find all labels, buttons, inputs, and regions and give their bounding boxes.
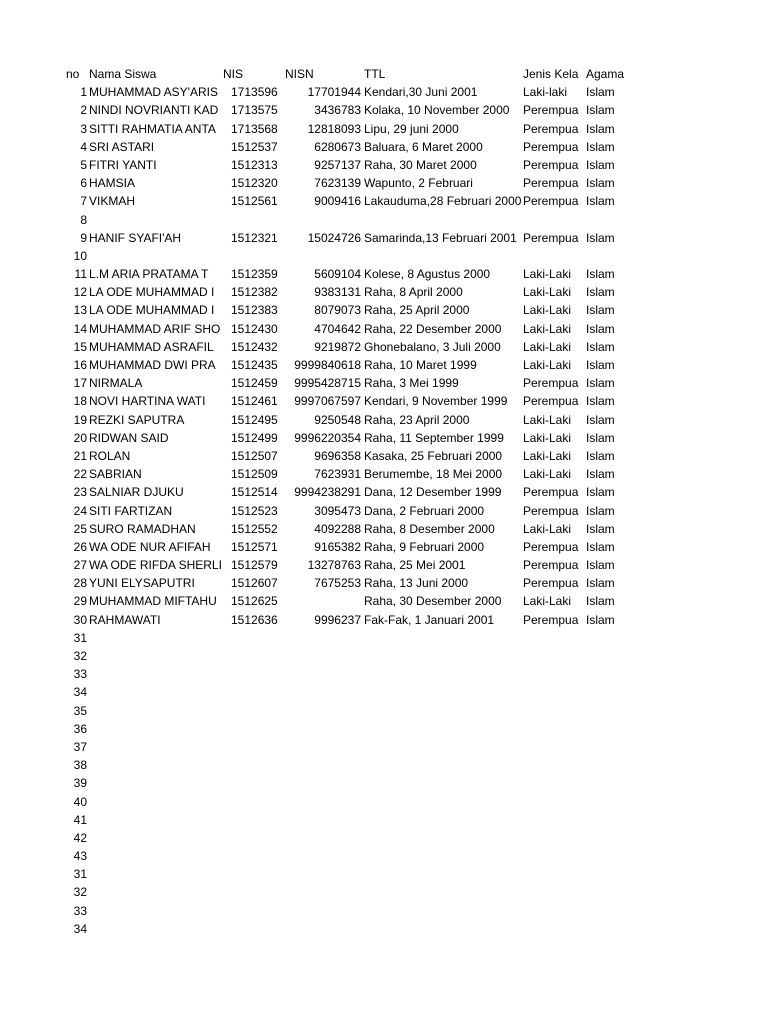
cell-no: 1: [80, 85, 87, 100]
cell-nis: 1713575: [231, 103, 278, 118]
cell-nisn: 4704642: [314, 321, 361, 336]
cell-agama: Islam: [586, 576, 615, 591]
cell-jenis-kelamin: Perempua: [523, 539, 579, 554]
cell-jenis-kelamin: Perempua: [523, 394, 579, 409]
cell-ttl: Kendari,30 Juni 2001: [364, 85, 478, 100]
cell-nama-siswa: RAHMAWATI: [89, 612, 161, 627]
cell-nis: 1512461: [231, 394, 278, 409]
cell-nis: 1512514: [231, 485, 278, 500]
header-row: [0, 65, 768, 83]
cell-no: 5: [80, 157, 87, 172]
cell-nama-siswa: LA ODE MUHAMMAD I: [89, 285, 215, 300]
cell-nis: 1512507: [231, 448, 278, 463]
cell-nisn: 9999840618: [294, 358, 361, 372]
cell-nis: 1512552: [231, 521, 278, 536]
table-row: [0, 756, 768, 774]
cell-no: 15: [73, 339, 87, 354]
cell-nis: 1512359: [231, 267, 278, 282]
table-row: [0, 611, 768, 629]
cell-agama: Islam: [586, 594, 615, 609]
table-row: [0, 120, 768, 138]
cell-agama: Islam: [586, 194, 615, 209]
cell-no: 31: [73, 867, 87, 882]
table-row: [0, 229, 768, 247]
cell-ttl: Kolaka, 10 November 2000: [364, 103, 510, 118]
cell-jenis-kelamin: Laki-Laki: [523, 358, 572, 372]
cell-nisn: 9165382: [314, 539, 361, 554]
cell-ttl: Raha, 13 Juni 2000: [364, 576, 469, 591]
cell-agama: Islam: [586, 467, 615, 482]
cell-nis: 1512321: [231, 230, 278, 245]
cell-nama-siswa: L.M ARIA PRATAMA T: [89, 267, 209, 282]
cell-no: 6: [80, 176, 87, 191]
cell-jenis-kelamin: Perempua: [523, 103, 579, 118]
cell-agama: Islam: [586, 412, 615, 427]
cell-no: 7: [80, 194, 87, 209]
table-row: [0, 738, 768, 756]
cell-no: 13: [73, 303, 87, 318]
cell-no: 14: [73, 321, 87, 336]
cell-agama: Islam: [586, 267, 615, 282]
cell-jenis-kelamin: Laki-Laki: [523, 521, 572, 536]
cell-ttl: Raha, 8 Desember 2000: [364, 521, 495, 536]
cell-no: 41: [73, 812, 87, 827]
cell-nama-siswa: NIRMALA: [89, 376, 143, 391]
cell-ttl: Raha, 11 September 1999: [364, 430, 504, 445]
cell-nama-siswa: SRI ASTARI: [89, 139, 155, 154]
table-row: [0, 465, 768, 483]
cell-nama-siswa: NINDI NOVRIANTI KAD: [89, 103, 219, 118]
cell-nisn: 12818093: [307, 121, 361, 136]
table-row: [0, 338, 768, 356]
cell-ttl: Berumembe, 18 Mei 2000: [364, 467, 503, 482]
cell-nama-siswa: SALNIAR DJUKU: [89, 485, 184, 500]
cell-nis: 1512537: [231, 139, 278, 154]
cell-nama-siswa: MUHAMMAD ARIF SHO: [89, 321, 221, 336]
cell-nis: 1512625: [231, 594, 278, 609]
cell-nis: 1512382: [231, 285, 278, 300]
table-row: [0, 83, 768, 101]
cell-nis: 1512579: [231, 558, 278, 573]
table-row: [0, 592, 768, 610]
table-row: [0, 683, 768, 701]
table-row: [0, 265, 768, 283]
cell-agama: Islam: [586, 85, 615, 100]
cell-nisn: 7623139: [314, 176, 361, 191]
cell-ttl: Raha, 22 Desember 2000: [364, 321, 502, 336]
cell-nis: 1512495: [231, 412, 278, 427]
cell-nisn: 9996220354: [294, 430, 361, 445]
table-row: [0, 483, 768, 501]
table-row: [0, 920, 768, 938]
table-row: [0, 392, 768, 410]
cell-no: 8: [80, 212, 87, 227]
cell-nisn: 4092288: [314, 521, 361, 536]
cell-ttl: Lakauduma,28 Februari 2000: [364, 194, 522, 209]
header-nis: NIS: [223, 67, 244, 81]
cell-agama: Islam: [586, 430, 615, 445]
cell-jenis-kelamin: Perempua: [523, 230, 579, 245]
cell-ttl: Baluara, 6 Maret 2000: [364, 139, 483, 154]
table-row: [0, 429, 768, 447]
cell-no: 42: [73, 830, 87, 845]
cell-ttl: Raha, 30 Maret 2000: [364, 157, 477, 172]
cell-no: 29: [73, 594, 87, 609]
table-body: [0, 83, 768, 938]
cell-agama: Islam: [586, 103, 615, 118]
cell-nama-siswa: RIDWAN SAID: [89, 430, 169, 445]
cell-no: 25: [73, 521, 87, 536]
cell-nama-siswa: MUHAMMAD MIFTAHU: [89, 594, 217, 609]
cell-nisn: 9997067597: [294, 394, 361, 409]
cell-agama: Islam: [586, 303, 615, 318]
cell-agama: Islam: [586, 521, 615, 536]
cell-ttl: Fak-Fak, 1 Januari 2001: [364, 612, 495, 627]
cell-nisn: 17701944: [307, 85, 361, 100]
cell-jenis-kelamin: Perempua: [523, 176, 579, 191]
table-row: [0, 138, 768, 156]
cell-ttl: Raha, 10 Maret 1999: [364, 358, 477, 372]
cell-agama: Islam: [586, 157, 615, 172]
cell-no: 17: [73, 376, 87, 391]
cell-jenis-kelamin: Perempua: [523, 376, 579, 391]
cell-nisn: 9257137: [314, 157, 361, 172]
header-agama: Agama: [586, 67, 625, 81]
cell-nisn: 9009416: [314, 194, 361, 209]
cell-agama: Islam: [586, 139, 615, 154]
cell-nama-siswa: MUHAMMAD ASY'ARIS: [89, 85, 218, 100]
cell-nis: 1512561: [231, 194, 278, 209]
cell-nisn: 3436783: [314, 103, 361, 118]
cell-nisn: 7675253: [314, 576, 361, 591]
cell-no: 11: [74, 267, 87, 282]
cell-nisn: 7623931: [314, 467, 361, 482]
cell-ttl: Raha, 3 Mei 1999: [364, 376, 459, 391]
cell-nisn: 13278763: [307, 558, 361, 573]
cell-jenis-kelamin: Laki-Laki: [523, 594, 572, 609]
cell-nisn: 9696358: [314, 448, 361, 463]
cell-ttl: Ghonebalano, 3 Juli 2000: [364, 339, 501, 354]
table-row: [0, 702, 768, 720]
cell-jenis-kelamin: Laki-Laki: [523, 467, 572, 482]
cell-ttl: Raha, 30 Desember 2000: [364, 594, 502, 609]
cell-agama: Islam: [586, 230, 615, 245]
cell-nis: 1512509: [231, 467, 278, 482]
cell-agama: Islam: [586, 339, 615, 354]
cell-no: 35: [73, 703, 87, 718]
table-row: [0, 101, 768, 119]
cell-no: 18: [73, 394, 87, 409]
cell-ttl: Kendari, 9 November 1999: [364, 394, 508, 409]
cell-no: 36: [73, 721, 87, 736]
cell-no: 19: [73, 412, 87, 427]
cell-nama-siswa: SURO RAMADHAN: [89, 521, 196, 536]
cell-nama-siswa: HANIF SYAFI'AH: [89, 230, 182, 245]
cell-ttl: Dana, 12 Desember 1999: [364, 485, 502, 500]
table-row: [0, 320, 768, 338]
cell-agama: Islam: [586, 376, 615, 391]
cell-nama-siswa: SITI FARTIZAN: [89, 503, 173, 518]
cell-nama-siswa: WA ODE NUR AFIFAH: [89, 539, 211, 554]
header-nisn: NISN: [285, 67, 314, 81]
table-row: [0, 811, 768, 829]
cell-nisn: 9996237: [314, 612, 361, 627]
table-row: [0, 556, 768, 574]
cell-jenis-kelamin: Laki-Laki: [523, 448, 572, 463]
cell-nama-siswa: SITTI RAHMATIA ANTA: [89, 121, 216, 136]
cell-ttl: Kasaka, 25 Februari 2000: [364, 448, 503, 463]
cell-nama-siswa: NOVI HARTINA WATI: [89, 394, 206, 409]
cell-nisn: 8079073: [314, 303, 361, 318]
cell-agama: Islam: [586, 485, 615, 500]
cell-agama: Islam: [586, 358, 615, 372]
cell-jenis-kelamin: Perempua: [523, 558, 579, 573]
cell-no: 33: [73, 903, 87, 918]
cell-nisn: 9383131: [314, 285, 361, 300]
header-no: no: [66, 67, 80, 81]
table-row: [0, 902, 768, 920]
cell-nama-siswa: YUNI ELYSAPUTRI: [89, 576, 195, 591]
cell-nis: 1512383: [231, 303, 278, 318]
cell-ttl: Dana, 2 Februari 2000: [364, 503, 485, 518]
cell-agama: Islam: [586, 612, 615, 627]
cell-ttl: Raha, 23 April 2000: [364, 412, 470, 427]
cell-nama-siswa: HAMSIA: [89, 176, 136, 191]
cell-jenis-kelamin: Perempua: [523, 139, 579, 154]
cell-nisn: 5609104: [314, 267, 361, 282]
cell-no: 28: [73, 576, 87, 591]
cell-jenis-kelamin: Perempua: [523, 503, 579, 518]
cell-nis: 1512636: [231, 612, 278, 627]
cell-no: 9: [80, 230, 87, 245]
cell-nis: 1512313: [231, 157, 278, 172]
cell-no: 37: [73, 739, 87, 754]
cell-ttl: Lipu, 29 juni 2000: [364, 121, 459, 136]
cell-nis: 1512499: [231, 430, 278, 445]
cell-nama-siswa: MUHAMMAD ASRAFIL: [89, 339, 214, 354]
cell-jenis-kelamin: Perempua: [523, 157, 579, 172]
cell-jenis-kelamin: Laki-Laki: [523, 303, 572, 318]
cell-ttl: Wapunto, 2 Februari: [364, 176, 473, 191]
cell-nis: 1512430: [231, 321, 278, 336]
cell-nis: 1512523: [231, 503, 278, 518]
cell-no: 2: [80, 103, 87, 118]
cell-no: 23: [73, 485, 87, 500]
table-row: [0, 665, 768, 683]
cell-jenis-kelamin: Laki-Laki: [523, 321, 572, 336]
cell-nama-siswa: FITRI YANTI: [89, 157, 157, 172]
cell-nisn: 3095473: [314, 503, 361, 518]
cell-no: 39: [73, 776, 87, 791]
cell-nis: 1512320: [231, 176, 278, 191]
cell-no: 16: [73, 358, 87, 372]
cell-jenis-kelamin: Laki-Laki: [523, 267, 572, 282]
cell-nisn: 6280673: [314, 139, 361, 154]
table-row: [0, 538, 768, 556]
table-row: [0, 720, 768, 738]
header-jenis-kelamin: Jenis Kela: [523, 67, 579, 81]
cell-agama: Islam: [586, 321, 615, 336]
cell-agama: Islam: [586, 394, 615, 409]
table-row: [0, 374, 768, 392]
cell-ttl: Raha, 8 April 2000: [364, 285, 463, 300]
table-row: [0, 629, 768, 647]
cell-nama-siswa: WA ODE RIFDA SHERLI: [89, 558, 222, 573]
cell-no: 34: [73, 921, 87, 936]
cell-no: 43: [73, 849, 87, 864]
cell-ttl: Raha, 25 Mei 2001: [364, 558, 466, 573]
table-row: [0, 447, 768, 465]
cell-nama-siswa: MUHAMMAD DWI PRA: [89, 358, 216, 372]
cell-jenis-kelamin: Perempua: [523, 612, 579, 627]
table-row: [0, 574, 768, 592]
cell-no: 27: [73, 558, 87, 573]
cell-agama: Islam: [586, 539, 615, 554]
table-row: [0, 211, 768, 229]
cell-ttl: Kolese, 8 Agustus 2000: [364, 267, 491, 282]
cell-no: 38: [73, 758, 87, 773]
cell-agama: Islam: [586, 503, 615, 518]
cell-ttl: Raha, 9 Februari 2000: [364, 539, 485, 554]
header-name: Nama Siswa: [89, 67, 157, 81]
cell-agama: Islam: [586, 121, 615, 136]
cell-no: 33: [73, 667, 87, 682]
cell-no: 21: [73, 448, 87, 463]
cell-jenis-kelamin: Perempua: [523, 485, 579, 500]
cell-agama: Islam: [586, 448, 615, 463]
table-row: [0, 174, 768, 192]
cell-agama: Islam: [586, 285, 615, 300]
cell-jenis-kelamin: Laki-laki: [523, 85, 568, 100]
table-row: [0, 247, 768, 265]
cell-jenis-kelamin: Laki-Laki: [523, 285, 572, 300]
cell-jenis-kelamin: Perempua: [523, 194, 579, 209]
table-row: [0, 847, 768, 865]
cell-nis: 1713596: [231, 85, 278, 100]
cell-nis: 1512459: [231, 376, 278, 391]
table-row: [0, 865, 768, 883]
cell-no: 12: [73, 285, 87, 300]
cell-nis: 1713568: [231, 121, 278, 136]
cell-nisn: 9994238291: [294, 485, 361, 500]
cell-no: 34: [73, 685, 87, 700]
cell-nisn: 9995428715: [294, 376, 361, 391]
cell-nis: 1512571: [231, 539, 278, 554]
cell-nis: 1512607: [231, 576, 278, 591]
cell-nama-siswa: LA ODE MUHAMMAD I: [89, 303, 215, 318]
cell-jenis-kelamin: Laki-Laki: [523, 339, 572, 354]
cell-no: 4: [80, 139, 87, 154]
cell-nama-siswa: ROLAN: [89, 448, 131, 463]
cell-no: 31: [73, 630, 87, 645]
cell-no: 32: [73, 649, 87, 663]
cell-nama-siswa: VIKMAH: [89, 194, 136, 209]
cell-no: 30: [73, 612, 87, 627]
cell-nis: 1512435: [231, 358, 278, 372]
cell-agama: Islam: [586, 558, 615, 573]
cell-nama-siswa: SABRIAN: [89, 467, 142, 482]
cell-nis: 1512432: [231, 339, 278, 354]
cell-nisn: 15024726: [307, 230, 361, 245]
table-row: [0, 192, 768, 210]
table-row: [0, 301, 768, 319]
cell-nisn: 9250548: [314, 412, 361, 427]
table-row: [0, 793, 768, 811]
cell-no: 20: [73, 430, 87, 445]
student-table: [0, 65, 768, 938]
table-row: [0, 356, 768, 374]
cell-jenis-kelamin: Perempua: [523, 121, 579, 136]
table-row: [0, 502, 768, 520]
cell-agama: Islam: [586, 176, 615, 191]
cell-no: 24: [73, 503, 87, 518]
cell-no: 40: [73, 794, 87, 809]
cell-no: 3: [80, 121, 87, 136]
header-ttl: TTL: [364, 67, 386, 81]
cell-nisn: 9219872: [314, 339, 361, 354]
table-row: [0, 829, 768, 847]
table-row: [0, 411, 768, 429]
table-row: [0, 156, 768, 174]
cell-no: 26: [73, 539, 87, 554]
table-row: [0, 883, 768, 901]
cell-ttl: Samarinda,13 Februari 2001: [364, 230, 517, 245]
table-row: [0, 774, 768, 792]
table-row: [0, 283, 768, 301]
cell-no: 10: [73, 248, 87, 263]
cell-jenis-kelamin: Laki-Laki: [523, 430, 572, 445]
cell-no: 32: [73, 885, 87, 900]
cell-ttl: Raha, 25 April 2000: [364, 303, 470, 318]
cell-jenis-kelamin: Laki-Laki: [523, 412, 572, 427]
table-row: [0, 647, 768, 665]
cell-no: 22: [73, 467, 87, 482]
cell-jenis-kelamin: Perempua: [523, 576, 579, 591]
table-row: [0, 520, 768, 538]
cell-nama-siswa: REZKI SAPUTRA: [89, 412, 185, 427]
